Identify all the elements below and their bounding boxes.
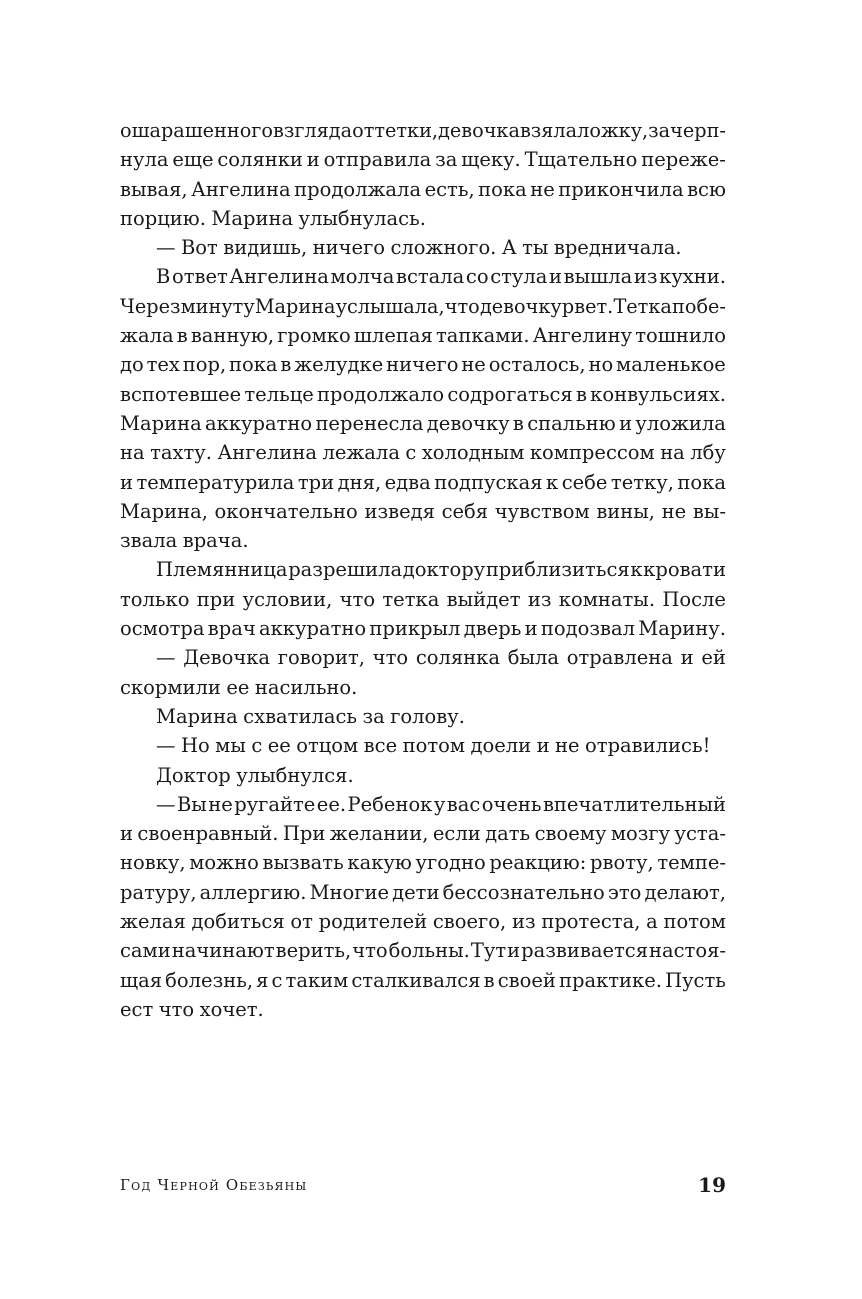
text-line: ошарашенного взгляда от тетки, девочка взяла ложку, зачерп-	[120, 119, 726, 142]
text-line: Племянница разрешила доктору приблизиться к кровати	[156, 558, 726, 582]
text-line: новку, можно вызвать какую угодно реакцию: рвоту, темпе-	[120, 851, 726, 875]
text-line: звала врача.	[120, 529, 249, 553]
page-footer	[120, 1173, 726, 1206]
text-line: скормили ее насильно.	[120, 675, 358, 699]
text-line: нула еще солянки и отправила за щеку. Тщательно переже-	[120, 148, 726, 172]
text-line: Марина схватилась за голову.	[156, 704, 465, 728]
text-line: Марина, окончательно изведя себя чувством вины, не вы-	[120, 499, 726, 523]
text-line: осмотра врач аккуратно прикрыл дверь и подозвал Марину.	[120, 617, 726, 641]
text-line: — Девочка говорит, что солянка была отравлена и ей	[156, 646, 726, 670]
page-body	[120, 116, 726, 1024]
text-line: — Вы не ругайте ее. Ребенок у вас очень впечатлительный	[156, 792, 726, 816]
text-line: — Вот видишь, ничего сложного. А ты вредничала.	[156, 236, 682, 260]
text-line: В ответ Ангелина молча встала со стула и вышла из кухни.	[156, 265, 726, 289]
text-line: и своенравный. При желании, если дать своему мозгу уста-	[120, 822, 726, 846]
text-line: щая болезнь, я с таким сталкивался в своей практике. Пусть	[120, 968, 726, 992]
text-line: желая добиться от родителей своего, из протеста, а потом	[120, 910, 726, 934]
text-line: ест что хочет.	[120, 997, 264, 1021]
text-line: и температурила три дня, едва подпуская к себе тетку, пока	[120, 470, 726, 494]
text-line: вспотевшее тельце продолжало содрогаться в конвульсиях.	[120, 382, 726, 406]
text-line: порцию. Марина улыбнулась.	[120, 206, 426, 230]
text-line: на тахту. Ангелина лежала с холодным компрессом на лбу	[120, 441, 726, 465]
text-line: только при условии, что тетка выйдет из комнаты. После	[120, 587, 726, 611]
text-line: вывая, Ангелина продолжала есть, пока не прикончила всю	[120, 177, 726, 201]
page-number: 19	[698, 1173, 726, 1197]
text-line: Через минуту Марина услышала, что девочку рвет. Тетка побе-	[120, 294, 726, 318]
text-line: Доктор улыбнулся.	[156, 763, 354, 787]
text-line: жала в ванную, громко шлепая тапками. Ангелину тошнило	[120, 324, 726, 348]
text-line: Марина аккуратно перенесла девочку в спальню и уложила	[120, 411, 726, 435]
text-line: ратуру, аллергию. Многие дети бессознательно это делают,	[120, 880, 726, 904]
text-line: сами начинают верить, что больны. Тут и развивается настоя-	[120, 939, 726, 963]
text-line: до тех пор, пока в желудке ничего не осталось, но маленькое	[120, 353, 726, 377]
running-title: Год Черной Обезьяны	[120, 1176, 308, 1194]
text-line: — Но мы с ее отцом все потом доели и не отравились!	[156, 734, 711, 758]
